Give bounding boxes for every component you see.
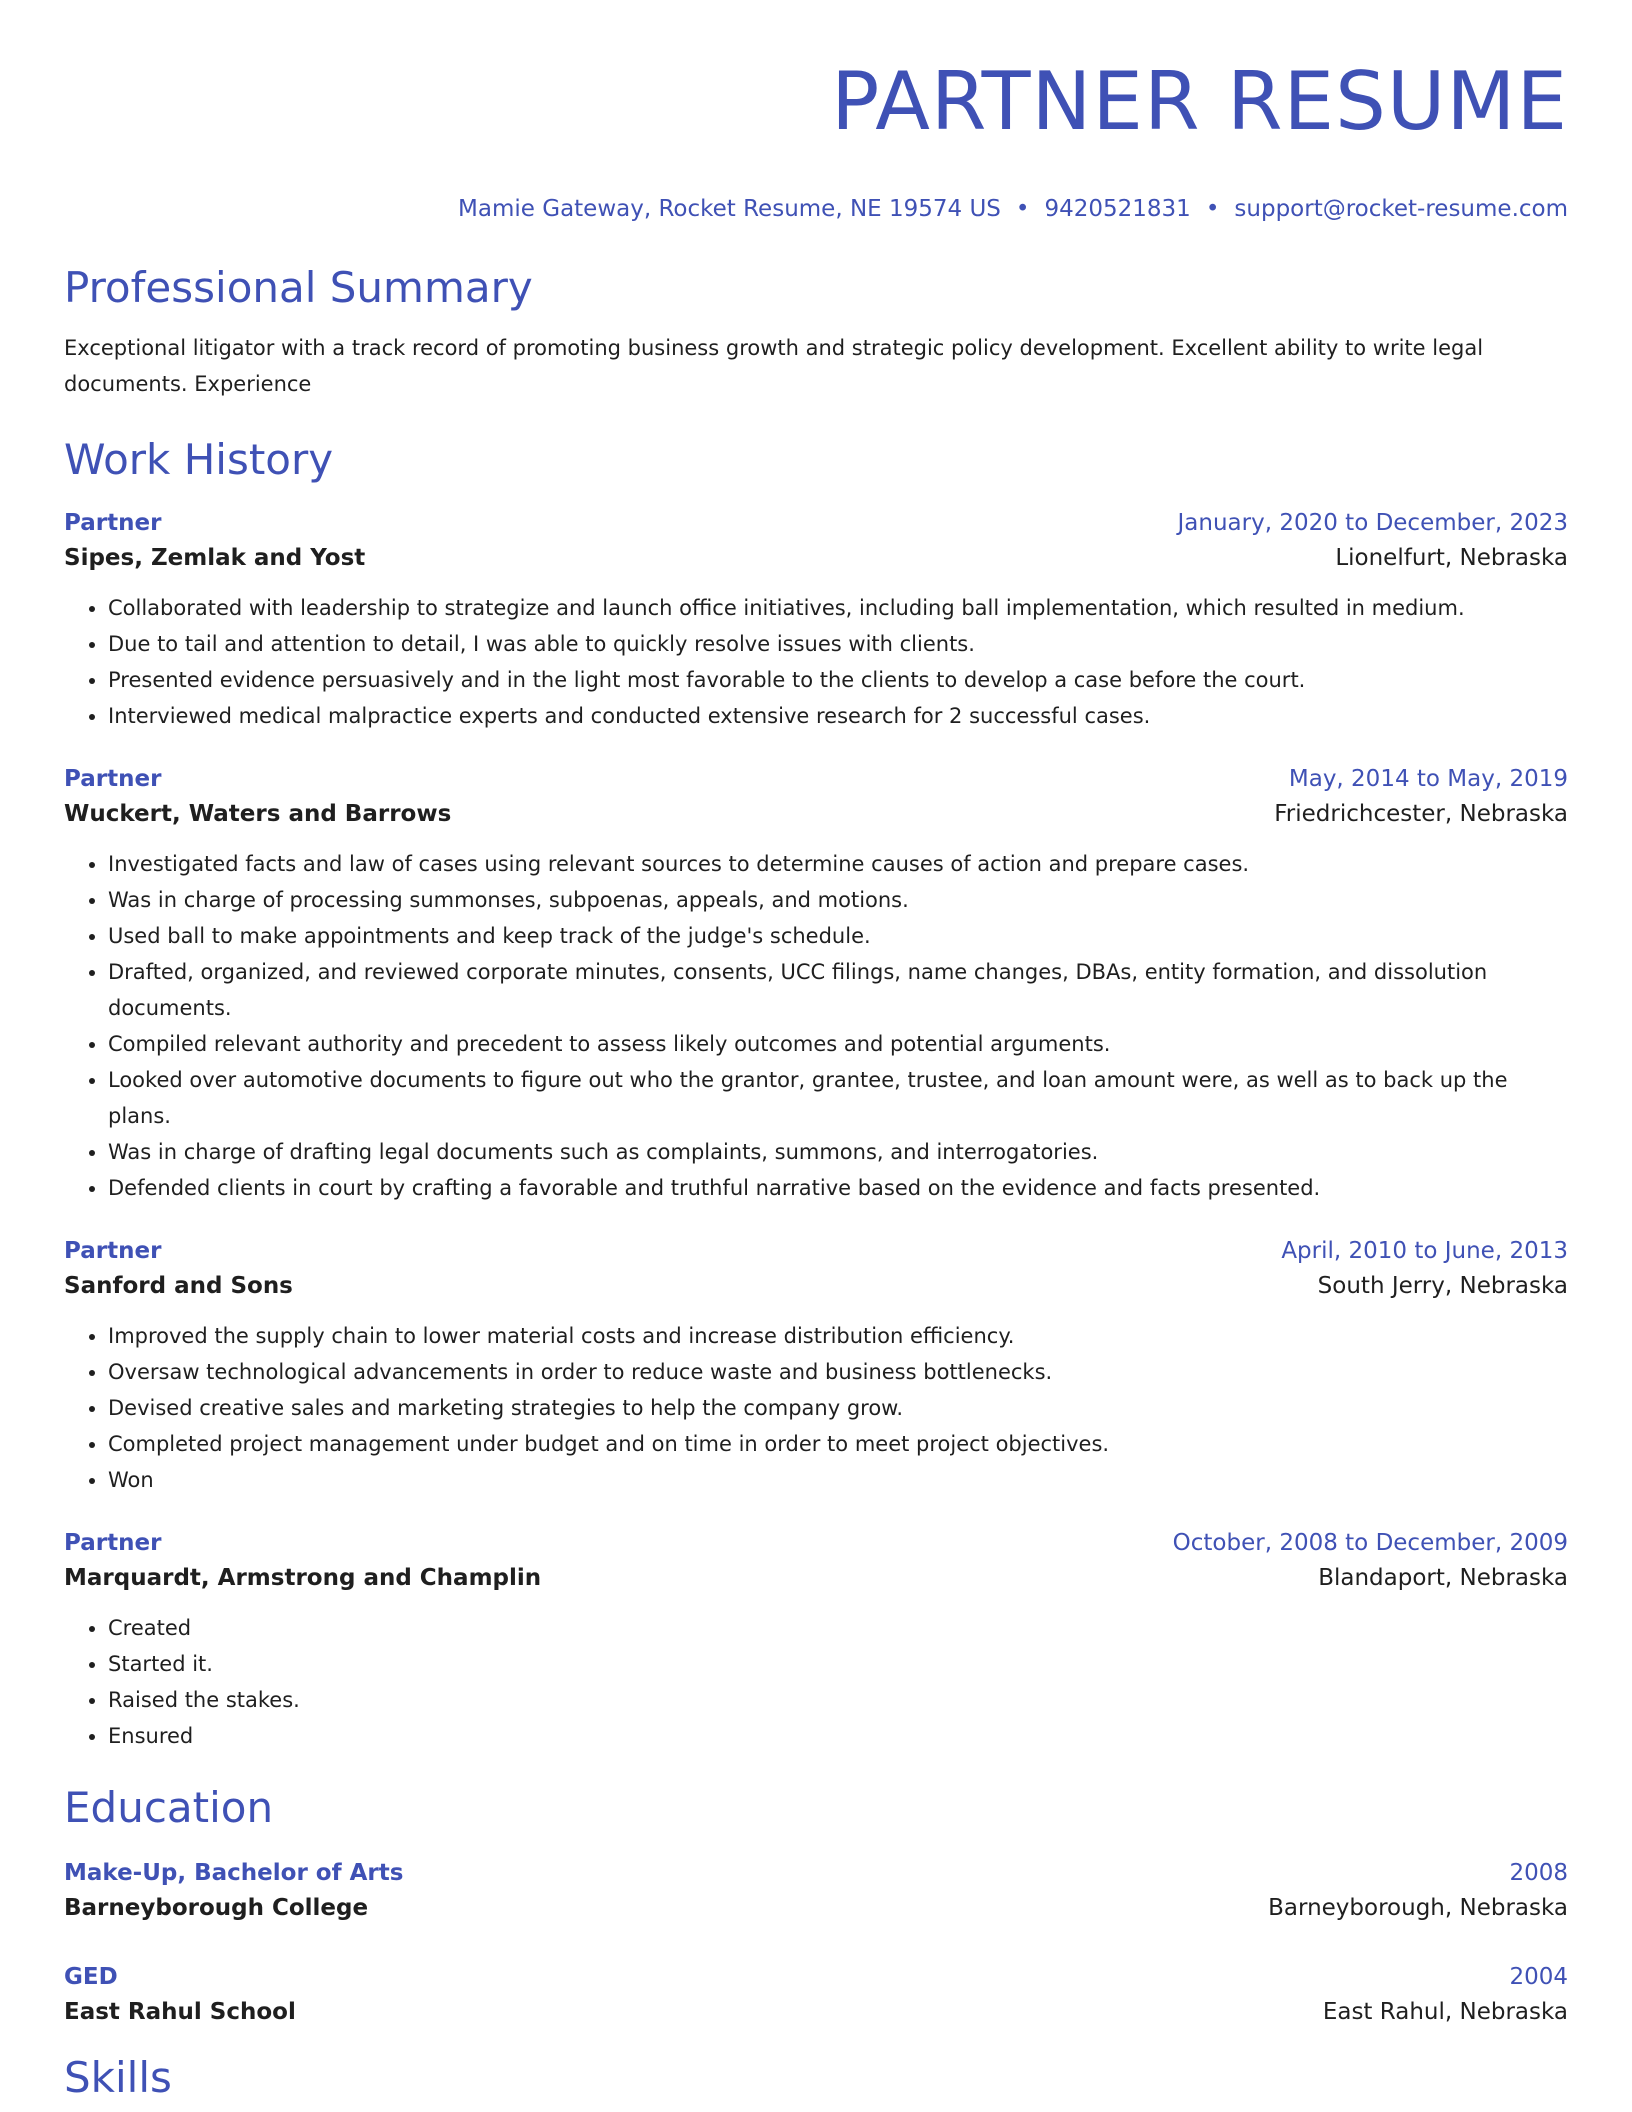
bullet-item: • Drafted, organized, and reviewed corporate minutes, consents, UCC filings, name changes, DBAs, entity formation, and dissolution documents. bbox=[108, 954, 1568, 1026]
company-name: Marquardt, Armstrong and Champlin bbox=[64, 1565, 542, 1591]
company-name: Sipes, Zemlak and Yost bbox=[64, 545, 366, 571]
education-entry-header bbox=[64, 1960, 1568, 1994]
contact-line bbox=[64, 194, 1568, 224]
company-name: Wuckert, Waters and Barrows bbox=[64, 801, 452, 827]
work-entry bbox=[64, 506, 1568, 734]
school-name: Barneyborough College bbox=[64, 1895, 369, 1921]
bullet-item: • Due to tail and attention to detail, I was able to quickly resolve issues with clients. bbox=[108, 626, 1568, 662]
contact-email: support@rocket-resume.com bbox=[1234, 196, 1568, 222]
company-location: Blandaport, Nebraska bbox=[1318, 1565, 1568, 1591]
bullet-item: • Collaborated with leadership to strategize and launch office initiatives, including ball implementation, which resulted in medium. bbox=[108, 590, 1568, 626]
job-dates: May, 2014 to May, 2019 bbox=[1288, 766, 1568, 792]
job-bullets bbox=[64, 1318, 1568, 1498]
education-entry-subheader bbox=[64, 1994, 1568, 2030]
bullet-item: • Presented evidence persuasively and in the light most favorable to the clients to develop a case before the court. bbox=[108, 662, 1568, 698]
bullet-item: • Raised the stakes. bbox=[108, 1682, 1568, 1718]
work-entry-subheader bbox=[64, 796, 1568, 832]
bullet-item: • Won bbox=[108, 1462, 1568, 1498]
job-bullets bbox=[64, 846, 1568, 1206]
education-entry bbox=[64, 1856, 1568, 1926]
bullet-item: • Interviewed medical malpractice experts and conducted extensive research for 2 successful cases. bbox=[108, 698, 1568, 734]
bullet-item: • Compiled relevant authority and precedent to assess likely outcomes and potential arguments. bbox=[108, 1026, 1568, 1062]
bullet-item: • Completed project management under budget and on time in order to meet project objectives. bbox=[108, 1426, 1568, 1462]
bullet-item: • Improved the supply chain to lower material costs and increase distribution efficiency. bbox=[108, 1318, 1568, 1354]
job-bullets bbox=[64, 590, 1568, 734]
graduation-year: 2008 bbox=[1509, 1860, 1568, 1886]
work-entry bbox=[64, 1234, 1568, 1498]
job-title: Partner bbox=[64, 510, 162, 536]
school-name: East Rahul School bbox=[64, 1999, 296, 2025]
summary-text: Exceptional litigator with a track record of promoting business growth and strategic policy development. Excellent ability to write legal documents. Experience bbox=[64, 336, 1484, 396]
company-name: Sanford and Sons bbox=[64, 1273, 293, 1299]
school-location: East Rahul, Nebraska bbox=[1322, 1999, 1568, 2025]
work-entry-subheader bbox=[64, 1268, 1568, 1304]
education-heading: Education bbox=[64, 1783, 274, 1832]
bullet-item: • Defended clients in court by crafting a favorable and truthful narrative based on the evidence and facts presented. bbox=[108, 1170, 1568, 1206]
job-dates: October, 2008 to December, 2009 bbox=[1172, 1530, 1568, 1556]
bullet-item: • Looked over automotive documents to figure out who the grantor, grantee, trustee, and loan amount were, as well as to back up the plans. bbox=[108, 1062, 1568, 1134]
bullet-item: • Oversaw technological advancements in order to reduce waste and business bottlenecks. bbox=[108, 1354, 1568, 1390]
work-entry-header bbox=[64, 506, 1568, 540]
bullet-item: • Was in charge of drafting legal documents such as complaints, summons, and interrogatories. bbox=[108, 1134, 1568, 1170]
bullet-item: • Was in charge of processing summonses, subpoenas, appeals, and motions. bbox=[108, 882, 1568, 918]
degree-name: GED bbox=[64, 1964, 118, 1990]
work-entry-subheader bbox=[64, 540, 1568, 576]
education-entry-header bbox=[64, 1856, 1568, 1890]
contact-separator: • bbox=[1015, 196, 1030, 222]
company-location: South Jerry, Nebraska bbox=[1317, 1273, 1568, 1299]
bullet-item: • Ensured bbox=[108, 1718, 1568, 1754]
education-entry bbox=[64, 1960, 1568, 2030]
bullet-item: • Used ball to make appointments and keep track of the judge's schedule. bbox=[108, 918, 1568, 954]
degree-name: Make-Up, Bachelor of Arts bbox=[64, 1860, 404, 1886]
work-entry bbox=[64, 1526, 1568, 1754]
job-dates: January, 2020 to December, 2023 bbox=[1177, 510, 1568, 536]
work-entry-header bbox=[64, 762, 1568, 796]
work-entry-header bbox=[64, 1526, 1568, 1560]
education-list bbox=[64, 1856, 1568, 2030]
job-bullets bbox=[64, 1610, 1568, 1754]
education-entry-subheader bbox=[64, 1890, 1568, 1926]
work-history-heading: Work History bbox=[64, 435, 334, 484]
bullet-item: • Created bbox=[108, 1610, 1568, 1646]
contact-phone: 9420521831 bbox=[1044, 196, 1191, 222]
work-entry bbox=[64, 762, 1568, 1206]
school-location: Barneyborough, Nebraska bbox=[1268, 1895, 1568, 1921]
company-location: Friedrichcester, Nebraska bbox=[1274, 801, 1568, 827]
resume-title: PARTNER RESUME bbox=[831, 55, 1568, 148]
job-dates: April, 2010 to June, 2013 bbox=[1281, 1238, 1568, 1264]
summary-heading: Professional Summary bbox=[64, 263, 533, 312]
bullet-item: • Devised creative sales and marketing strategies to help the company grow. bbox=[108, 1390, 1568, 1426]
contact-address: Mamie Gateway, Rocket Resume, NE 19574 US bbox=[458, 196, 1001, 222]
job-title: Partner bbox=[64, 1530, 162, 1556]
contact-separator: • bbox=[1205, 196, 1220, 222]
graduation-year: 2004 bbox=[1509, 1964, 1568, 1990]
skills-heading: Skills bbox=[64, 2053, 172, 2102]
work-entry-subheader bbox=[64, 1560, 1568, 1596]
company-location: Lionelfurt, Nebraska bbox=[1335, 545, 1568, 571]
job-title: Partner bbox=[64, 1238, 162, 1264]
work-entry-header bbox=[64, 1234, 1568, 1268]
bullet-item: • Started it. bbox=[108, 1646, 1568, 1682]
job-title: Partner bbox=[64, 766, 162, 792]
bullet-item: • Investigated facts and law of cases using relevant sources to determine causes of action and prepare cases. bbox=[108, 846, 1568, 882]
work-history-list bbox=[64, 506, 1568, 1754]
